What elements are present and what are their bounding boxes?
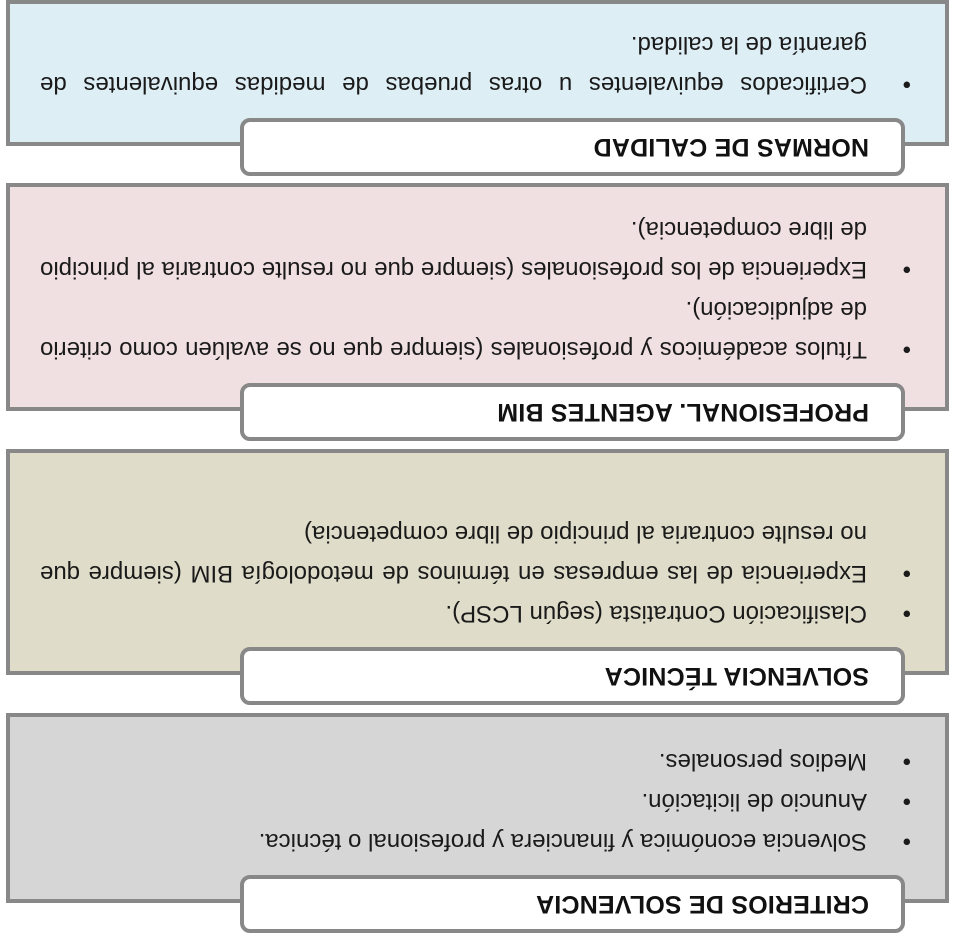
section-header (240, 383, 905, 441)
section-title: SOLVENCIA TÉCNICA (604, 662, 869, 691)
bullet-icon: • (902, 71, 911, 98)
bullet-icon: • (902, 560, 911, 587)
bullet-icon: • (902, 788, 911, 815)
list-item-text: Experiencia de los profesionales (siempre que no resulte contraria al principio de libre competencia). (40, 216, 867, 283)
bullet-icon: • (902, 600, 911, 627)
bullet-icon: • (902, 256, 911, 283)
section-normas-de-calidad (0, 0, 955, 176)
list-item (40, 781, 911, 821)
bullet-icon: • (902, 336, 911, 363)
list-item-text: Experiencia de las empresas en términos de metodología BIM (siempre que no resulte contraria al principio de libre competencia) (40, 520, 867, 587)
section-header (240, 875, 905, 933)
bullet-list (40, 209, 911, 369)
section-title: NORMAS DE CALIDAD (593, 133, 869, 162)
section-panel (6, 183, 949, 411)
bullet-icon: • (902, 748, 911, 775)
bullet-list (40, 24, 911, 104)
list-item (40, 289, 911, 369)
list-item (40, 24, 911, 104)
list-item-text: Certificados equivalentes u otras pruebas de medidas equivalentes de garantía de la calidad. (40, 31, 867, 98)
list-item-text: Solvencia económica y financiera y profesional o técnica. (258, 828, 867, 855)
section-title: PROFESIONAL. AGENTES BIM (497, 398, 869, 427)
section-header (240, 647, 905, 705)
list-item-text: Clasificación Contratista (según LCSP). (445, 600, 867, 627)
list-item-text: Títulos académicos y profesionales (siempre que no se avalúen como criterio de adjudicación). (40, 296, 867, 363)
list-item-text: Medios personales. (658, 748, 867, 775)
section-header (240, 118, 905, 176)
section-profesional-agentes-bim (0, 183, 955, 441)
list-item-text: Anuncio de licitación. (641, 788, 867, 815)
list-item (40, 821, 911, 861)
bullet-list (40, 513, 911, 633)
list-item (40, 593, 911, 633)
section-title: CRITERIOS DE SOLVENCIA (535, 890, 869, 919)
list-item (40, 209, 911, 289)
list-item (40, 741, 911, 781)
section-panel (6, 449, 949, 675)
section-criterios-de-solvencia (0, 713, 955, 933)
bullet-list (40, 741, 911, 861)
section-solvencia-tecnica (0, 449, 955, 705)
list-item (40, 513, 911, 593)
bullet-icon: • (902, 828, 911, 855)
